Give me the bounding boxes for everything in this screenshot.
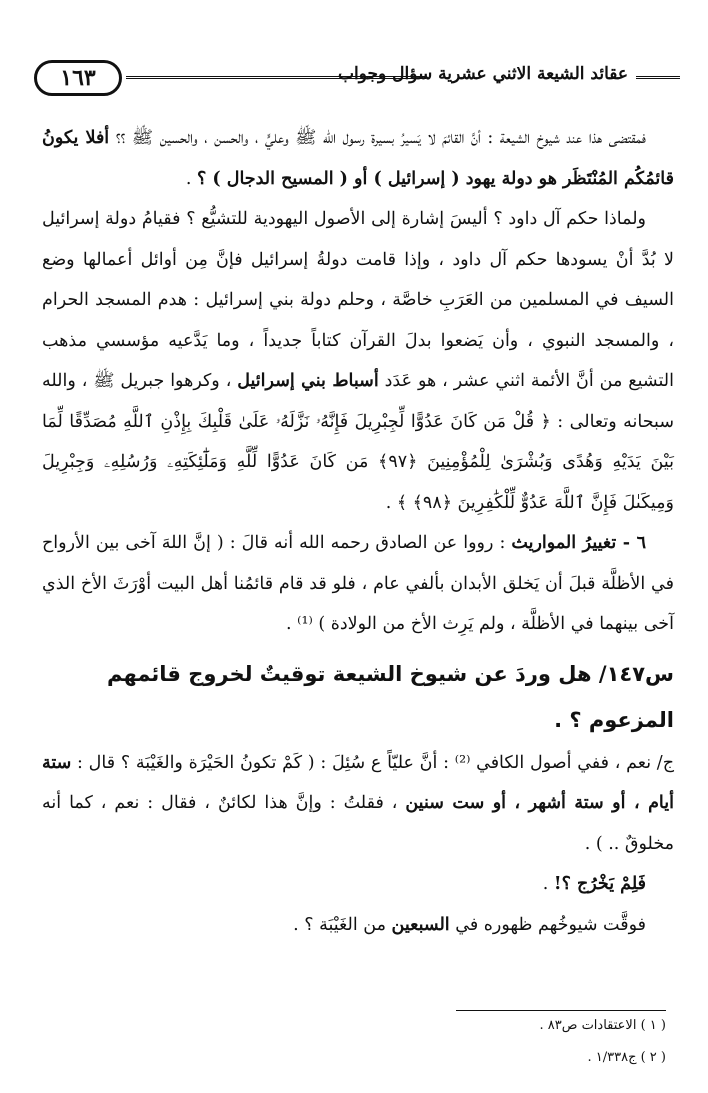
- text-segment: ، وكرهوا جبريل ﷺ ، والله سبحانه وتعالى : ﴿ قُلْ مَن كَانَ عَدُوًّا لِّجِبْرِيلَ فَإِنَّهُۥ نَزَّلَهُۥ عَلَىٰ قَلْبِكَ بِإِذْنِ ٱللَّهِ مُصَدِّقًا لِّمَا بَيْنَ يَدَيْهِ وَهُدًى وَبُشْرَىٰ لِلْمُؤْمِنِينَ ﴿٩٧﴾ مَن كَانَ عَدُوًّا لِّلَّهِ وَمَلَٰٓئِكَتِهِۦ وَرُسُلِهِۦ وَجِبْرِيلَ وَمِيكَىٰلَ فَإِنَّ ٱللَّهَ عَدُوٌّ لِّلْكَٰفِرِينَ ﴿٩٨﴾ ﴾ .: [42, 371, 674, 513]
- running-title: عقائد الشيعة الاثني عشرية سؤال وجواب: [338, 64, 628, 84]
- bold-text: ستة أيام ، أو ستة أشهر ، أو ست سنين: [42, 752, 674, 813]
- question-heading: س١٤٧/ هل وردَ عن شيوخ الشيعة توقيتٌ لخروج قائمهم المزعوم ؟ .: [106, 661, 674, 732]
- text-segment: ولماذا حكم آل داود ؟ أليسَ إشارة إلى الأصول اليهودية للتشيُّع ؟ فقيامُ دولة إسرائيل لا بُدَّ أنْ يسودها حكم آل داود ، وإذا قامت دولةُ إسرائيل فإنَّ مِن أوائل أعمالها وضع السيف في المسلمين من العَرَبِ خاصَّة ، وحلم دولة بني إسرائيل : هدم المسجد الحرام ، والمسجد النبوي ، وأن يَضعوا بدلَ القرآن كتاباً جديداً ، وما يَدَّعيه مؤسسي مذهب التشيع من أنَّ الأئمة اثني عشر ، هو عَدَد: [42, 209, 674, 391]
- paragraphs: [42, 118, 674, 645]
- footnote-separator: [456, 1010, 666, 1011]
- text-segment: فوقَّت شيوخُهم ظهوره في: [449, 914, 646, 935]
- bold-text: ٦ - تغييرُ المواريث: [511, 533, 646, 553]
- bold-text: فَلِمْ يَخْرُج ؟!: [553, 874, 646, 894]
- bold-text: السبعين: [391, 914, 450, 935]
- answer-block: [42, 743, 674, 946]
- text-segment: ج/ نعم ، ففي أصول الكافي ⁽²⁾ : أنَّ عليّاً ع سُئِلَ : ( كَمْ تكونُ الحَيْرَة والغَيْبَة ؟ قال :: [71, 752, 674, 773]
- page-header: [34, 58, 680, 102]
- text-segment: .: [542, 874, 554, 894]
- paragraphs-paragraph: [42, 118, 674, 199]
- footnote-2: ( ٢ ) ج١/٣٣٨ .: [587, 1050, 666, 1065]
- bold-text: أفلا يكونُ قائمُكُم المُنْتَظَر هو دولة يهود ( إسرائيل ) أو ( المسيح الدجال ) ؟: [42, 128, 674, 189]
- text-segment: من الغَيْبَة ؟ .: [293, 914, 392, 935]
- answer-paragraph: [42, 743, 674, 865]
- page-number: ١٦٣: [34, 60, 122, 96]
- text-segment: فمقتضى هذا عند شيوخ الشيعة : أنَّ القائمَ لا يَسيرُ بسيرة رسول الله ﷺ وعليٍّ ، والحسن ، والحسين ﷺ ؟؟: [109, 128, 646, 148]
- paragraphs-paragraph: [42, 199, 674, 523]
- bold-text: أسباط بني إسرائيل: [237, 371, 379, 391]
- text-segment: ، فقلتُ : وإنَّ هذا لكائنٌ ، فقال : نعم ، كما أنه مخلوقٌ .. ) .: [42, 793, 674, 854]
- paragraphs-paragraph: [42, 523, 674, 645]
- header-rule-right: [636, 76, 680, 79]
- answer-paragraph: [42, 864, 674, 905]
- page-body: [42, 118, 674, 945]
- answer-paragraph: [42, 905, 674, 946]
- text-segment: : رووا عن الصادق رحمه الله أنه قالَ : ( إنَّ اللهَ آخى بين الأرواح في الأظلَّة قبلَ أن يَخلق الأبدان بألفي عام ، فلو قد قام قائمُنا أهل البيت أوْرَثَ الأخ الذي آخى بينهما في الأظلَّة ، ولم يَرِث الأخ من الولادة ) ⁽¹⁾ .: [42, 533, 674, 634]
- footnote-1: ( ١ ) الاعتقادات ص٨٣ .: [539, 1018, 666, 1033]
- text-segment: .: [185, 168, 197, 189]
